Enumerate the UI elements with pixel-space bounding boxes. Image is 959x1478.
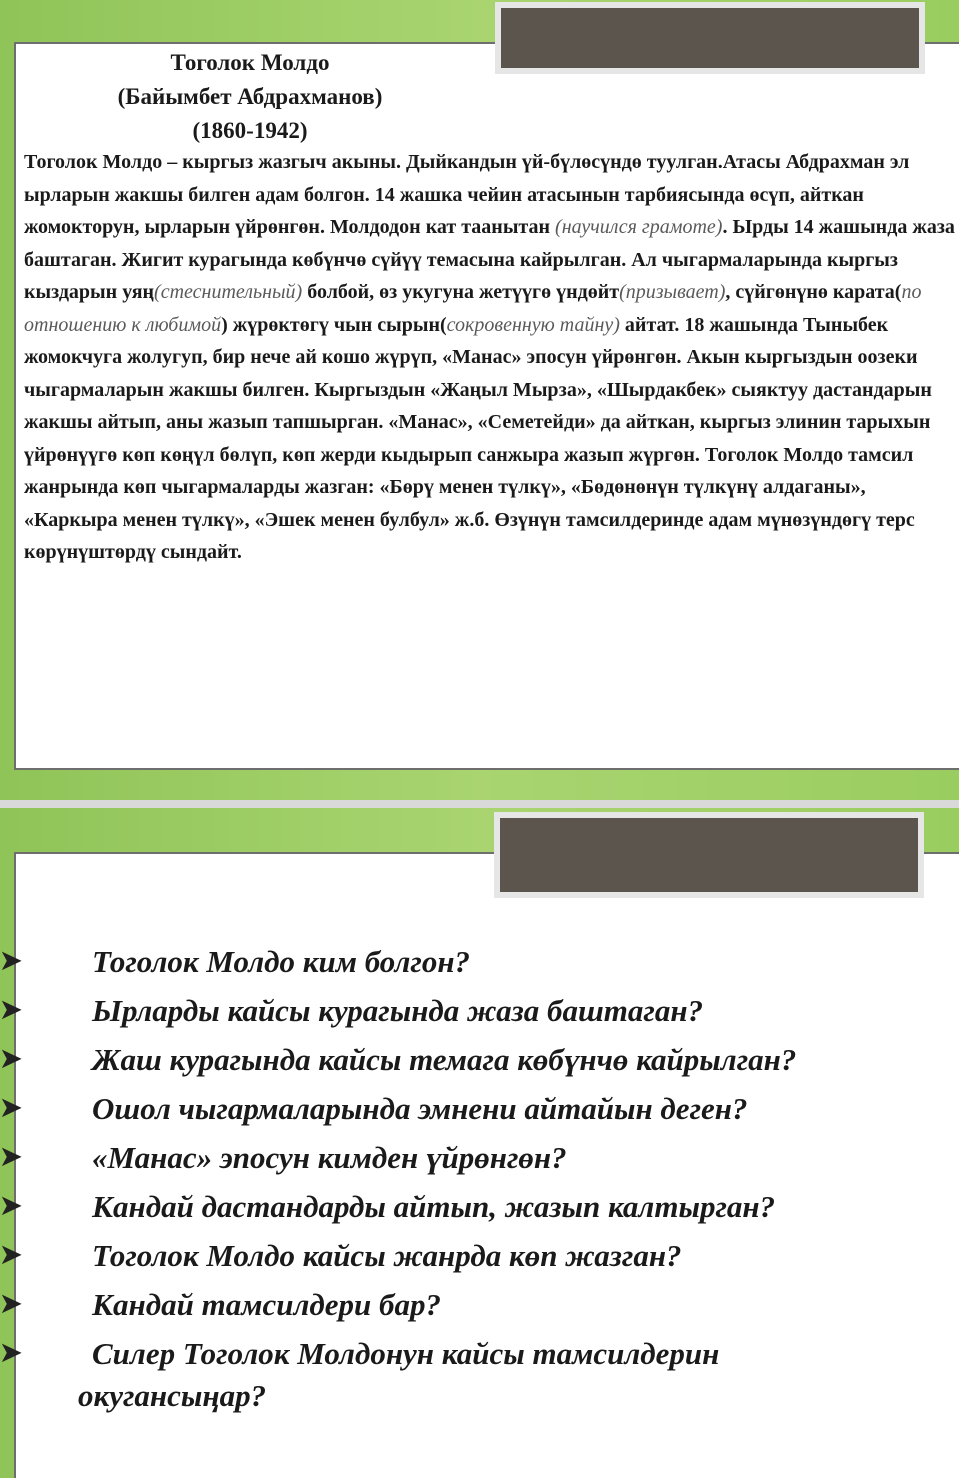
question-text: Жаш курагында кайсы темага көбүнчө кайрылган? [92, 1042, 797, 1077]
question-text: Кандай тамсилдери бар? [92, 1287, 441, 1322]
header-box [494, 812, 924, 898]
arrow-bullet-icon: ➤ [0, 995, 22, 1024]
biography-segment: Тоголок Молдо – кыргыз жазгыч акыны. Дыйкандын үй-бүлөсүндө туулган.Атасы Абдрахман эл ырларын жакшы билген адам болгон. 14 жашка чейин атасынын тарбиясында өсүп, айткан жомокторун, ырларын үйрөнгөн. Молдодон кат таанытан [24, 151, 910, 238]
question-item [0, 1140, 959, 1189]
arrow-bullet-icon: ➤ [0, 1240, 22, 1269]
arrow-bullet-icon: ➤ [0, 946, 22, 975]
biography-segment: болбой, өз укугуна жетүүгө үндөйт [302, 281, 620, 303]
question-item [0, 1189, 959, 1238]
russian-gloss: (научился грамоте) [555, 216, 723, 238]
russian-gloss: сокровенную тайну) [446, 313, 620, 336]
question-item [0, 993, 959, 1042]
question-text: Ырларды кайсы курагында жаза баштаган? [92, 993, 704, 1028]
biography-text [24, 146, 956, 569]
page-subtitle: (Байымбет Абдрахманов) [117, 84, 383, 109]
question-item [0, 1091, 959, 1140]
biography-segment: , сүйгөнүнө карата( [725, 281, 902, 303]
biography-segment: . Ырды 14 жашында жаза баштаган. Жигит курагында көбүнчө сүйүү темасына кайрылган. Ал чыгармаларында кыргыз кыздарын уяң [24, 216, 955, 303]
question-text: Ошол чыгармаларында эмнени айтайын деген? [92, 1091, 748, 1126]
arrow-bullet-icon: ➤ [0, 1191, 22, 1220]
question-item [0, 1238, 959, 1287]
question-text: Кандай дастандарды айтып, жазып калтырган? [92, 1189, 776, 1224]
question-item [0, 1042, 959, 1091]
title-block [20, 46, 480, 148]
arrow-bullet-icon: ➤ [0, 1289, 22, 1318]
question-continuation: окугансыңар? [78, 1378, 267, 1413]
slide-gap [0, 800, 959, 808]
question-item [0, 944, 959, 993]
biography-segment: ) жүрөктөгү чын сырын( [221, 313, 447, 336]
arrow-bullet-icon: ➤ [0, 1093, 22, 1122]
question-list [0, 944, 959, 1385]
question-text: Тоголок Молдо ким болгон? [92, 944, 471, 979]
arrow-bullet-icon: ➤ [0, 1338, 22, 1367]
biography-segment: айтат. 18 жашында Тыныбек жомокчуга жолугуп, бир нече ай кошо жүрүп, «Манас» эпосун үйрөнгөн. Акын кыргыздын оозеки чыгармаларын жакшы билген. Кыргыздын «Жаңыл Мырза», «Шырдакбек» сыяктуу дастандарын жакшы айтып, аны жазып тапшырган. «Манас», «Семетейди» да айткан, кыргыз элинин тарыхын үйрөнүүгө көп көңүл бөлүп, көп жерди кыдырып санжыра жазып жүргөн. Тоголок Молдо тамсил жанрында көп чыгармаларды жазган: «Бөрү менен түлкү», «Бөдөнөнүн түлкүнү алдаганы», «Каркыра менен түлкү», «Эшек менен булбул» ж.б. Өзүнүн тамсилдеринде адам мүнөзүндөгү терс көрүнүштөрдү сындайт. [24, 313, 932, 563]
russian-gloss: (стеснительный) [154, 281, 303, 303]
header-box [495, 2, 925, 74]
arrow-bullet-icon: ➤ [0, 1142, 22, 1171]
question-text: Силер Тоголок Молдонун кайсы тамсилдерин [92, 1336, 720, 1371]
life-years: (1860-1942) [192, 118, 308, 143]
question-text: «Манас» эпосун кимден үйрөнгөн? [92, 1140, 567, 1175]
page-title: Тоголок Молдо [170, 50, 330, 75]
arrow-bullet-icon: ➤ [0, 1044, 22, 1073]
question-item [0, 1287, 959, 1336]
russian-gloss: (призывает) [619, 281, 726, 303]
russian-gloss: по отношению к любимой [24, 281, 922, 336]
question-text: Тоголок Молдо кайсы жанрда көп жазган? [92, 1238, 682, 1273]
